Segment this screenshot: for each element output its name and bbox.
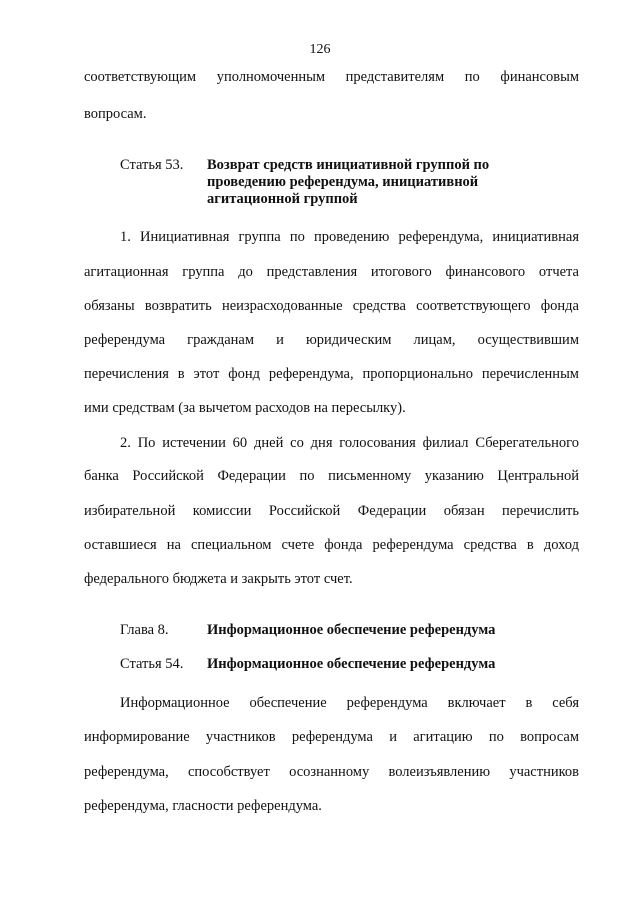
article-54-label: Статья 54. [120, 656, 184, 672]
article-53-para-1-line: обязаны возвратить неизрасходованные средства соответствующего фонда [84, 298, 579, 314]
article-53-title-line: Возврат средств инициативной группой по [207, 157, 490, 173]
chapter-8-label: Глава 8. [120, 622, 169, 638]
article-53-para-1-line: перечисления в этот фонд референдума, пропорционально перечисленным [84, 366, 579, 382]
article-54-para-line: информирование участников референдума и агитацию по вопросам [84, 729, 579, 745]
article-53-para-2-line: 2. По истечении 60 дней со дня голосования филиал Сберегательного [120, 435, 579, 451]
article-53-para-1-line: ими средствам (за вычетом расходов на пересылку). [84, 400, 406, 416]
article-54-para-line: Информационное обеспечение референдума включает в себя [120, 695, 579, 711]
article-53-para-1-line: 1. Инициативная группа по проведению референдума, инициативная [120, 229, 579, 245]
article-53-title [207, 157, 587, 208]
article-53-para-1-line: референдума гражданам и юридическим лицам, осуществившим [84, 332, 579, 348]
article-54-para-line: референдума, гласности референдума. [84, 798, 322, 814]
continuation-line-1: соответствующим уполномоченным представителям по финансовым [84, 69, 579, 85]
article-53-title-line: проведению референдума, инициативной [207, 174, 479, 190]
article-53-para-2-line: федерального бюджета и закрыть этот счет. [84, 571, 353, 587]
chapter-8-title: Информационное обеспечение референдума [207, 622, 496, 638]
page-number: 126 [309, 42, 331, 57]
article-53-para-1-line: агитационная группа до представления итогового финансового отчета [84, 264, 579, 280]
article-54-para-line: референдума, способствует осознанному волеизъявлению участников [84, 764, 579, 780]
article-53-para-2-line: оставшиеся на специальном счете фонда референдума средства в доход [84, 537, 579, 553]
article-53-label: Статья 53. [120, 157, 184, 173]
article-53-para-2-line: избирательной комиссии Российской Федерации обязан перечислить [84, 503, 579, 519]
article-54-title: Информационное обеспечение референдума [207, 656, 496, 672]
article-53-para-2-line: банка Российской Федерации по письменному указанию Центральной [84, 468, 579, 484]
article-53-title-line: агитационной группой [207, 191, 358, 207]
continuation-line-2: вопросам. [84, 106, 147, 122]
